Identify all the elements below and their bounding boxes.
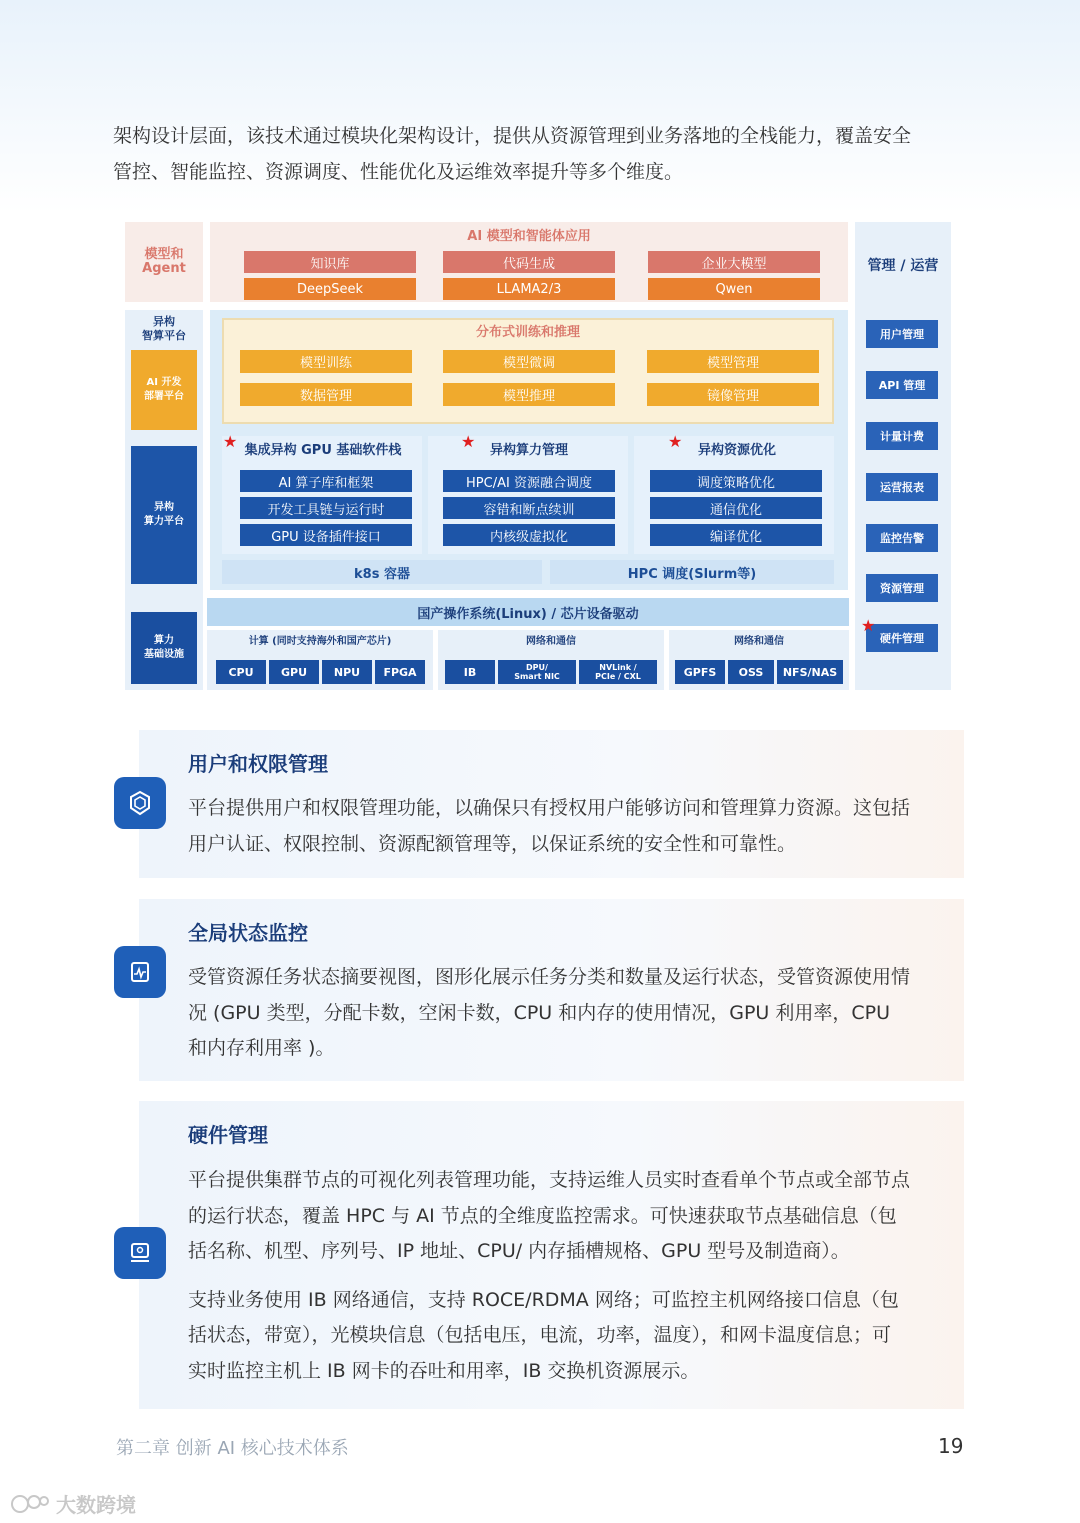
card-hardware-management: [139, 1101, 964, 1409]
star-icon: ★: [861, 616, 876, 635]
box-gpu-plugin: GPU 设备插件接口: [240, 524, 412, 546]
label-infra: 算力 基础设施: [144, 635, 184, 660]
box-gpu: GPU: [269, 660, 319, 684]
box-model-management: 模型管理: [647, 350, 819, 373]
left-box-ai-dev: [131, 350, 197, 430]
box-gpfs: GPFS: [675, 660, 725, 684]
label-hetero-platform-box: [131, 314, 197, 344]
right-title: 管理 / 运营: [867, 258, 939, 274]
card-line: 括名称、机型、序列号、IP 地址、CPU/ 内存插槽规格、GPU 型号及制造商）。: [188, 1240, 850, 1262]
box-comm-opt: 通信优化: [650, 497, 822, 519]
watermark-text: 大数跨境: [56, 1493, 136, 1517]
intro-line-2: 管控、智能监控、资源调度、性能优化及运维效率提升等多个维度。: [113, 161, 684, 183]
card-line: 用户认证、权限控制、资源配额管理等，以保证系统的安全性和可靠性。: [188, 832, 797, 855]
os-driver-bar: 国产操作系统(Linux) / 芯片设备驱动: [207, 598, 849, 626]
card-line: 实时监控主机上 IB 网卡的吞吐和用率，IB 交换机资源展示。: [188, 1359, 700, 1382]
box-llama: LLAMA2/3: [443, 278, 615, 300]
card-body: [188, 1163, 954, 1389]
watermark: [10, 1489, 136, 1518]
server-icon: [114, 1227, 166, 1279]
box-nvlink: NVLink / PCIe / CXL: [579, 660, 657, 684]
box-data-management: 数据管理: [240, 383, 412, 406]
storage-title-box: [669, 634, 849, 650]
side-hardware-management: 硬件管理: [866, 624, 938, 652]
box-knowledge-base: 知识库: [244, 251, 416, 273]
ai-app-title-box: [210, 228, 848, 246]
box-dpu: DPU/ Smart NIC: [498, 660, 576, 684]
page-number: 19: [938, 1434, 964, 1458]
box-cpu: CPU: [216, 660, 266, 684]
storage-title: 网络和通信: [734, 636, 784, 647]
box-oss: OSS: [728, 660, 774, 684]
col1-title: 集成异构 GPU 基础软件栈: [244, 443, 402, 458]
architecture-diagram: [125, 222, 951, 692]
side-resource-management: 资源管理: [866, 574, 938, 602]
col1-title-box: [235, 442, 411, 460]
card-body: [188, 791, 954, 862]
box-kernel-virtualization: 内核级虚拟化: [443, 524, 615, 546]
intro-line-1: 架构设计层面，该技术通过模块化架构设计，提供从资源管理到业务落地的全栈能力，覆盖安全: [113, 125, 912, 147]
box-model-inference: 模型推理: [443, 383, 615, 406]
box-model-training: 模型训练: [240, 350, 412, 373]
box-nfs-nas: NFS/NAS: [777, 660, 843, 684]
box-enterprise-llm: 企业大模型: [648, 251, 820, 273]
box-hpc-ai-scheduling: HPC/AI 资源融合调度: [443, 470, 615, 492]
left-panel-model-agent: [125, 222, 203, 302]
card-title: 硬件管理: [188, 1123, 268, 1147]
ai-app-title: AI 模型和智能体应用: [467, 229, 591, 244]
side-api-management: API 管理: [866, 371, 938, 399]
side-operation-report: 运营报表: [866, 473, 938, 501]
monitor-chart-icon: [114, 946, 166, 998]
box-scheduling-opt: 调度策略优化: [650, 470, 822, 492]
card-line: 平台提供集群节点的可视化列表管理功能，支持运维人员实时查看单个节点或全部节点: [188, 1169, 911, 1191]
star-icon: ★: [223, 432, 238, 451]
box-k8s: k8s 容器: [222, 560, 542, 584]
box-compile-opt: 编译优化: [650, 524, 822, 546]
card-body: [188, 960, 954, 1067]
side-metering-billing: 计量计费: [866, 422, 938, 450]
card-user-permission: [139, 730, 964, 878]
box-deepseek: DeepSeek: [244, 278, 416, 300]
label-model-agent: 模型和 Agent: [142, 247, 186, 276]
card-line: 平台提供用户和权限管理功能，以确保只有授权用户能够访问和管理算力资源。这包括: [188, 797, 911, 819]
box-fault-tolerance: 容错和断点续训: [443, 497, 615, 519]
box-model-finetune: 模型微调: [443, 350, 615, 373]
card-title: 用户和权限管理: [188, 752, 328, 776]
star-icon: ★: [668, 432, 683, 451]
compute-title-box: [207, 634, 433, 650]
box-toolchain: 开发工具链与运行时: [240, 497, 412, 519]
card-line: 支持业务使用 IB 网络通信，支持 ROCE/RDMA 网络；可监控主机网络接口信息（包: [188, 1288, 899, 1311]
network-title: 网络和通信: [526, 636, 576, 647]
left-box-hetero-compute: [131, 446, 197, 584]
box-npu: NPU: [322, 660, 372, 684]
card-line: 受管资源任务状态摘要视图，图形化展示任务分类和数量及运行状态，受管资源使用情: [188, 966, 911, 988]
shield-icon: [114, 777, 166, 829]
label-hetero-platform: 异构 智算平台: [142, 315, 186, 342]
card-line: 况 (GPU 类型，分配卡数，空闲卡数，CPU 和内存的使用情况，GPU 利用率，CPU: [188, 1001, 891, 1024]
box-image-management: 镜像管理: [647, 383, 819, 406]
box-operator-lib: AI 算子库和框架: [240, 470, 412, 492]
left-box-infra: [131, 612, 197, 684]
dist-title-box: [222, 323, 834, 343]
card-line: 括状态，带宽），光模块信息（包括电压，电流，功率，温度），和网卡温度信息；可: [188, 1324, 892, 1346]
box-hpc-slurm: HPC 调度(Slurm等): [550, 560, 834, 584]
right-title-box: [855, 254, 951, 278]
box-code-gen: 代码生成: [443, 251, 615, 273]
side-user-management: 用户管理: [866, 320, 938, 348]
card-line: 和内存利用率 )。: [188, 1037, 335, 1059]
box-fpga: FPGA: [375, 660, 425, 684]
label-hetero-compute: 异构 算力平台: [144, 502, 184, 527]
box-qwen: Qwen: [648, 278, 820, 300]
col3-title: 异构资源优化: [697, 443, 776, 458]
compute-title: 计算 (同时支持海外和国产芯片): [248, 636, 392, 647]
network-title-box: [438, 634, 664, 650]
col3-title-box: [649, 442, 825, 460]
watermark-logo-icon: [10, 1493, 50, 1515]
label-ai-dev: AI 开发 部署平台: [144, 377, 184, 402]
col2-title: 异构算力管理: [489, 443, 568, 458]
dist-title: 分布式训练和推理: [475, 325, 580, 340]
side-monitoring-alert: 监控告警: [866, 524, 938, 552]
chapter-title: 第二章 创新 AI 核心技术体系: [116, 1438, 349, 1459]
card-line: 的运行状态，覆盖 HPC 与 AI 节点的全维度监控需求。可快速获取节点基础信息（包: [188, 1204, 897, 1227]
star-icon: ★: [461, 432, 476, 451]
card-global-monitoring: [139, 899, 964, 1081]
box-ib: IB: [445, 660, 495, 684]
col2-title-box: [441, 442, 617, 460]
intro-paragraph: [113, 118, 973, 190]
card-title: 全局状态监控: [188, 921, 308, 945]
